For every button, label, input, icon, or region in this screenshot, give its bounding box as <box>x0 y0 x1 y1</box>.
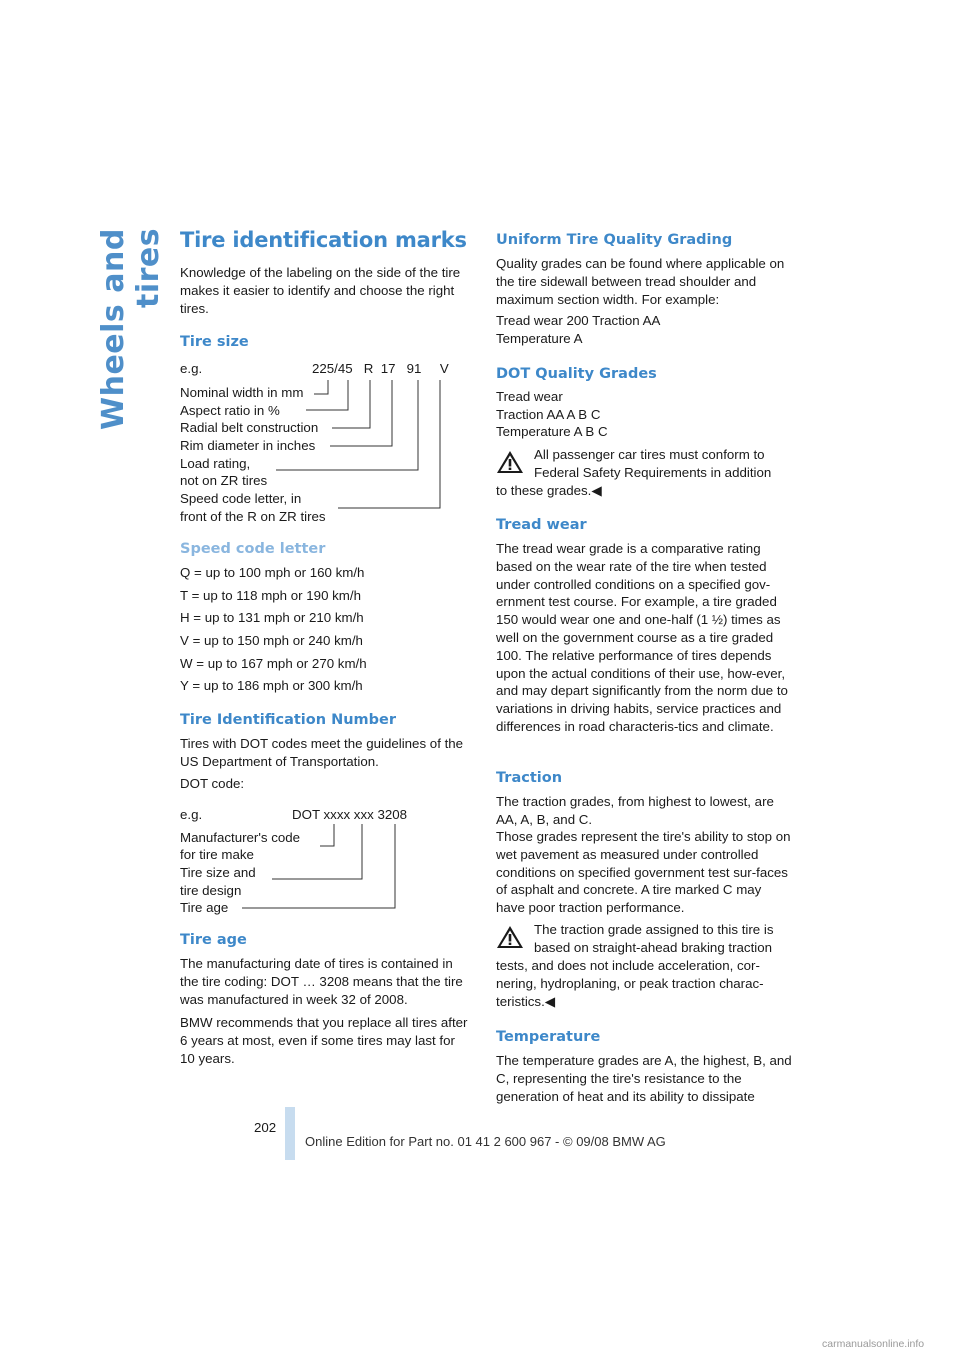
federal-warning-text: All passenger car tires must conform to Federal Safety Requirements in addition <box>534 447 772 480</box>
tire-size-heading: Tire size <box>180 334 249 350</box>
warning-icon <box>496 450 524 474</box>
dot-eg: e.g. <box>180 807 203 822</box>
speed-code-h: H = up to 131 mph or 210 km/h <box>180 610 364 625</box>
traction-warning <box>496 921 792 1011</box>
tire-age-paragraph-2: BMW recommends that you replace all tires after 6 years at most, even if some tires may last for 10 years. <box>180 1015 468 1066</box>
label-tire-make: for tire make <box>180 847 254 862</box>
speed-code-t: T = up to 118 mph or 190 km/h <box>180 588 361 603</box>
label-speed-code: Speed code letter, in <box>180 491 302 506</box>
tire-age-heading: Tire age <box>180 932 247 948</box>
traction-heading: Traction <box>496 770 563 786</box>
utqg-example-1: Tread wear 200 Traction AA <box>496 313 661 328</box>
speed-code-v: V = up to 150 mph or 240 km/h <box>180 633 363 648</box>
label-rim-diameter: Rim diameter in inches <box>180 438 316 453</box>
label-tire-size: Tire size and <box>180 865 256 880</box>
temperature-heading: Temperature <box>496 1029 601 1045</box>
watermark: carmanualsonline.info <box>822 1338 925 1350</box>
label-not-zr: not on ZR tires <box>180 473 268 488</box>
label-front-of-r: front of the R on ZR tires <box>180 509 326 524</box>
label-load-rating: Load rating, <box>180 456 251 471</box>
dot-grades-tread: Tread wear <box>496 389 563 404</box>
page-title: Tire identification marks <box>180 228 467 252</box>
tire-size-eg: e.g. <box>180 361 203 376</box>
speed-code-w: W = up to 167 mph or 270 km/h <box>180 656 367 671</box>
federal-warning-tail: to these grades.◀ <box>496 483 602 498</box>
utqg-heading: Uniform Tire Quality Grading <box>496 232 733 248</box>
label-tire-age: Tire age <box>180 900 229 915</box>
tread-wear-paragraph: The tread wear grade is a comparative rating based on the wear rate of the tire when tested under controlled conditions on a specified gov-ernment test course. For example, a tire graded 150 would wear one and one-half (1 ½) times as well on the government course as a tire graded 100. The relative performance of tires depends upon the actual conditions of their use, how-ever, and may depart significantly from the norm due to variations in driving habits, service practices and differences in road characteris-tics and climate. <box>496 541 788 734</box>
utqg-paragraph: Quality grades can be found where applicable on the tire sidewall between tread shoulder and maximum section width. For example: <box>496 256 785 307</box>
traction-warning-text: The traction grade assigned to this tire is based on straight-ahead braking traction <box>534 922 774 955</box>
speed-code-y: Y = up to 186 mph or 300 km/h <box>180 678 363 693</box>
traction-paragraph-2: Those grades represent the tire's ability to stop on wet pavement as measured under controlled conditions on specified government test sur-faces of asphalt and concrete. A tire marked C may have poor traction performance. <box>496 829 791 916</box>
label-manufacturer: Manufacturer's code <box>180 830 301 845</box>
tire-age-paragraph-1: The manufacturing date of tires is contained in the tire coding: DOT … 3208 means that the tire was manufactured in week 32 of 2008. <box>180 956 463 1007</box>
tread-wear-heading: Tread wear <box>496 517 587 533</box>
traction-paragraph: The traction grades, from highest to lowest, are AA, A, B, and C. <box>496 794 774 827</box>
dot-grades-temperature: Temperature A B C <box>496 424 608 439</box>
tin-paragraph: Tires with DOT codes meet the guidelines of the US Department of Transportation. <box>180 736 464 769</box>
warning-icon <box>496 925 524 949</box>
speed-code-heading: Speed code letter <box>180 541 326 557</box>
footer-edition: Online Edition for Part no. 01 41 2 600 967 - © 09/08 BMW AG <box>305 1134 666 1149</box>
label-aspect-ratio: Aspect ratio in % <box>180 403 280 418</box>
dot-grades-traction: Traction AA A B C <box>496 407 601 422</box>
temperature-paragraph: The temperature grades are A, the highest, B, and C, representing the tire's resistance to the generation of heat and its ability to dissipate <box>496 1053 792 1104</box>
label-radial: Radial belt construction <box>180 420 319 435</box>
page-number: 202 <box>254 1120 277 1135</box>
speed-code-q: Q = up to 100 mph or 160 km/h <box>180 565 365 580</box>
dot-code-label: DOT code: <box>180 776 245 791</box>
label-tire-design: tire design <box>180 883 242 898</box>
tin-heading: Tire Identification Number <box>180 712 397 728</box>
tire-size-code: 225/45 R 17 91 V <box>312 361 449 376</box>
traction-warning-tail: tests, and does not include acceleration, cor-nering, hydroplaning, or peak traction charac-teristics.◀ <box>496 958 764 1009</box>
dot-grades-heading: DOT Quality Grades <box>496 366 657 382</box>
intro-paragraph: Knowledge of the labeling on the side of the tire makes it easier to identify and choose the right tires. <box>180 265 461 316</box>
tire-size-diagram <box>180 360 472 530</box>
label-nominal-width: Nominal width in mm <box>180 385 304 400</box>
federal-warning <box>496 446 792 502</box>
tire-size-leader-lines <box>180 360 472 530</box>
section-side-tab: Wheels and tires <box>96 228 166 430</box>
dot-code-diagram <box>180 806 472 918</box>
dot-leader-lines <box>180 806 472 918</box>
footer-accent-bar <box>285 1107 295 1160</box>
utqg-example-2: Temperature A <box>496 331 583 346</box>
dot-code-example: DOT xxxx xxx 3208 <box>292 807 408 822</box>
